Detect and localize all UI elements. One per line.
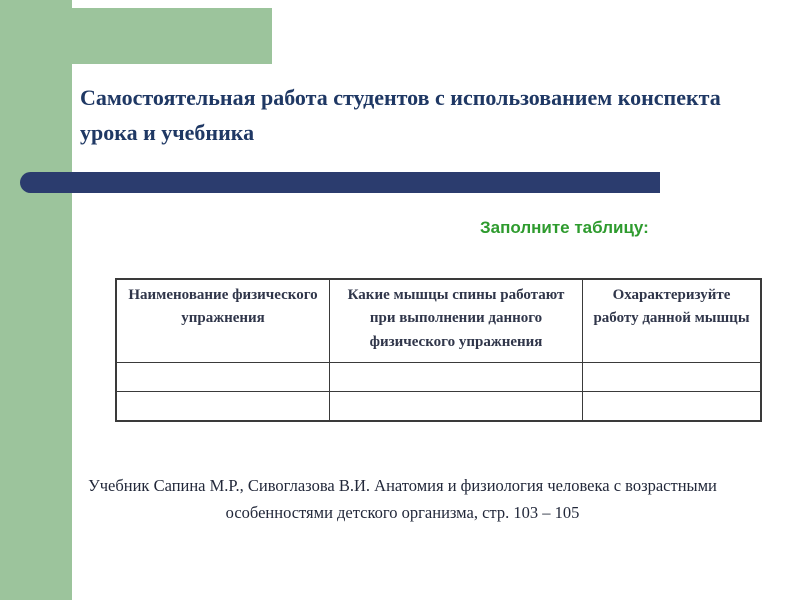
table-empty-cell xyxy=(116,391,330,421)
table-header-muscle-work: Охарактеризуйте работу данной мышцы xyxy=(583,279,762,362)
table-row xyxy=(116,391,761,421)
table-empty-cell xyxy=(583,391,762,421)
footer-reference-text: Учебник Сапина М.Р., Сивоглазова В.И. Анатомия и физиология человека с возрастными особенностями детского организма, стр. 103 – 105 xyxy=(88,476,717,523)
table-header-back-muscles: Какие мышцы спины работают при выполнении данного физического упражнения xyxy=(330,279,583,362)
table-header-row xyxy=(116,279,761,362)
slide-title: Самостоятельная работа студентов с использованием конспекта урока и учебника xyxy=(80,85,721,146)
top-green-rect xyxy=(36,8,272,64)
table-empty-cell xyxy=(583,362,762,391)
worksheet-table xyxy=(115,278,762,422)
instruction-text: Заполните таблицу: xyxy=(480,218,649,237)
left-green-band xyxy=(0,0,72,600)
table-empty-cell xyxy=(116,362,330,391)
table-header-exercise-name: Наименование физического упражнения xyxy=(116,279,330,362)
table-row xyxy=(116,362,761,391)
divider-bar xyxy=(20,172,660,193)
table-empty-cell xyxy=(330,362,583,391)
table-empty-cell xyxy=(330,391,583,421)
